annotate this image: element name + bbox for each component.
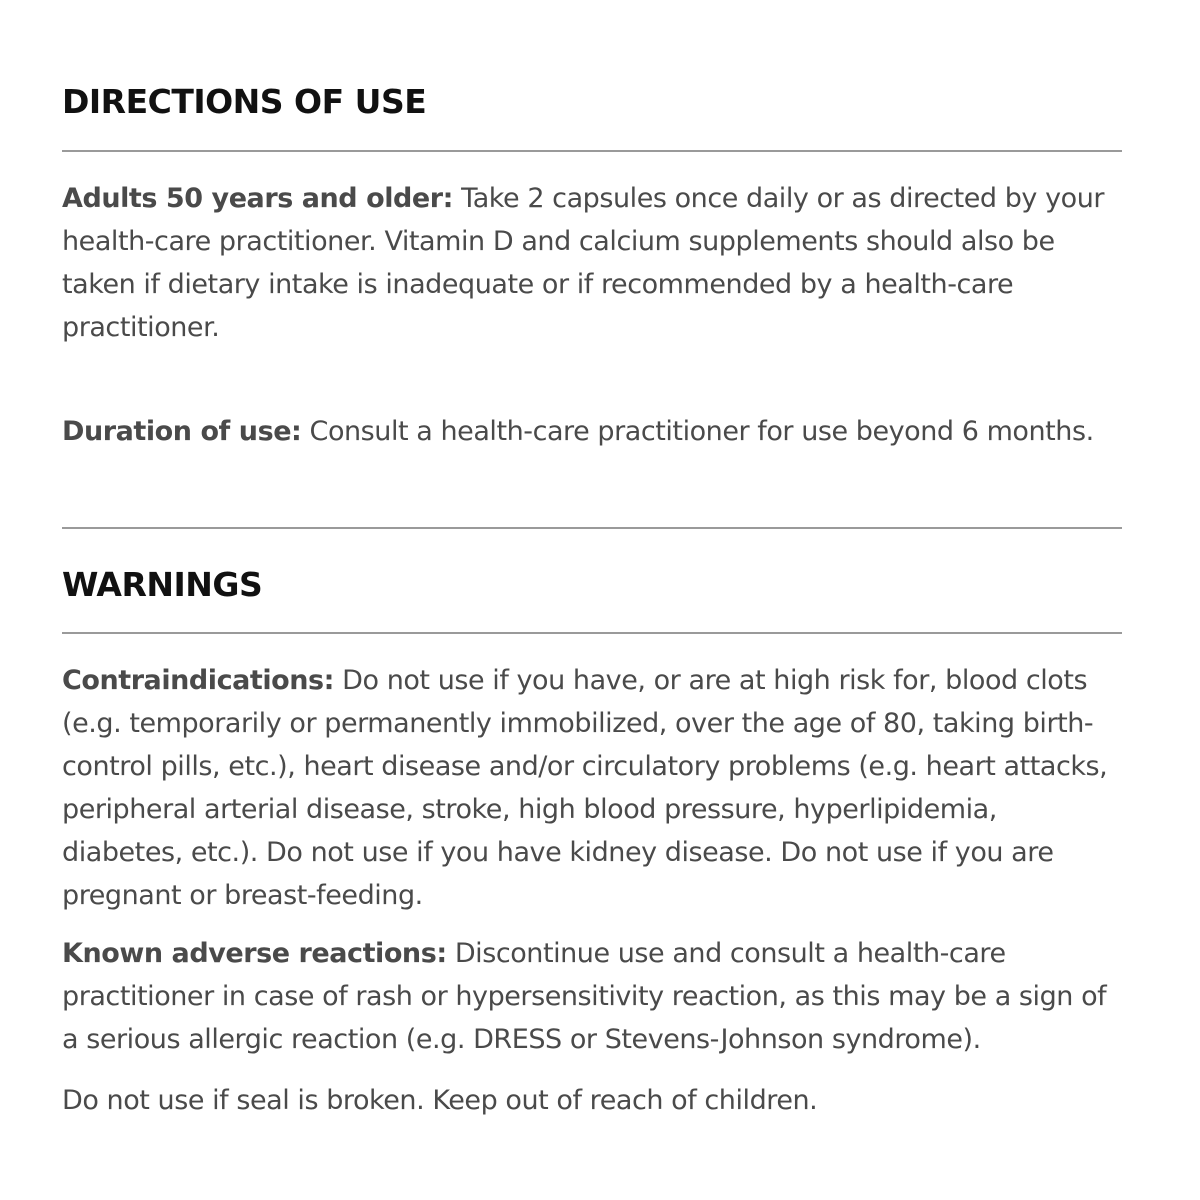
divider — [62, 632, 1122, 634]
adults-dosage-text: Take 2 capsules once daily or as directed by your health-care practitioner. Vitamin D and calcium supplements should also be taken if dietary intake is inadequate or if recommended by a health-care practitioner. — [62, 183, 1105, 343]
warnings-heading: WARNINGS — [62, 565, 263, 604]
contraindications-label: Contraindications: — [62, 665, 335, 696]
adverse-reactions-text: Discontinue use and consult a health-care practitioner in case of rash or hypersensitivity reaction, as this may be a sign of a serious allergic reaction (e.g. DRESS or Stevens-Johnson syndrome). — [62, 938, 1107, 1055]
contraindications-text: Do not use if you have, or are at high risk for, blood clots (e.g. temporarily or permanently immobilized, over the age of 80, taking birth-control pills, etc.), heart disease and/or circulatory problems (e.g. heart attacks, peripheral arterial disease, stroke, high blood pressure, hyperlipidemia, diabetes, etc.). Do not use if you have kidney disease. Do not use if you are pregnant or breast-feeding. — [62, 665, 1108, 911]
divider — [62, 150, 1122, 152]
directions-heading: DIRECTIONS OF USE — [62, 82, 427, 121]
duration-text: Consult a health-care practitioner for use beyond 6 months. — [309, 416, 1094, 447]
seal-notice: Do not use if seal is broken. Keep out of reach of children. — [62, 1085, 818, 1116]
contraindications-paragraph — [62, 659, 1122, 917]
divider — [62, 527, 1122, 529]
adults-dosage-paragraph — [62, 177, 1122, 349]
duration-label: Duration of use: — [62, 416, 302, 447]
adults-dosage-label: Adults 50 years and older: — [62, 183, 453, 214]
duration-paragraph — [62, 410, 1122, 453]
adverse-reactions-paragraph — [62, 932, 1122, 1061]
adverse-reactions-label: Known adverse reactions: — [62, 938, 447, 969]
